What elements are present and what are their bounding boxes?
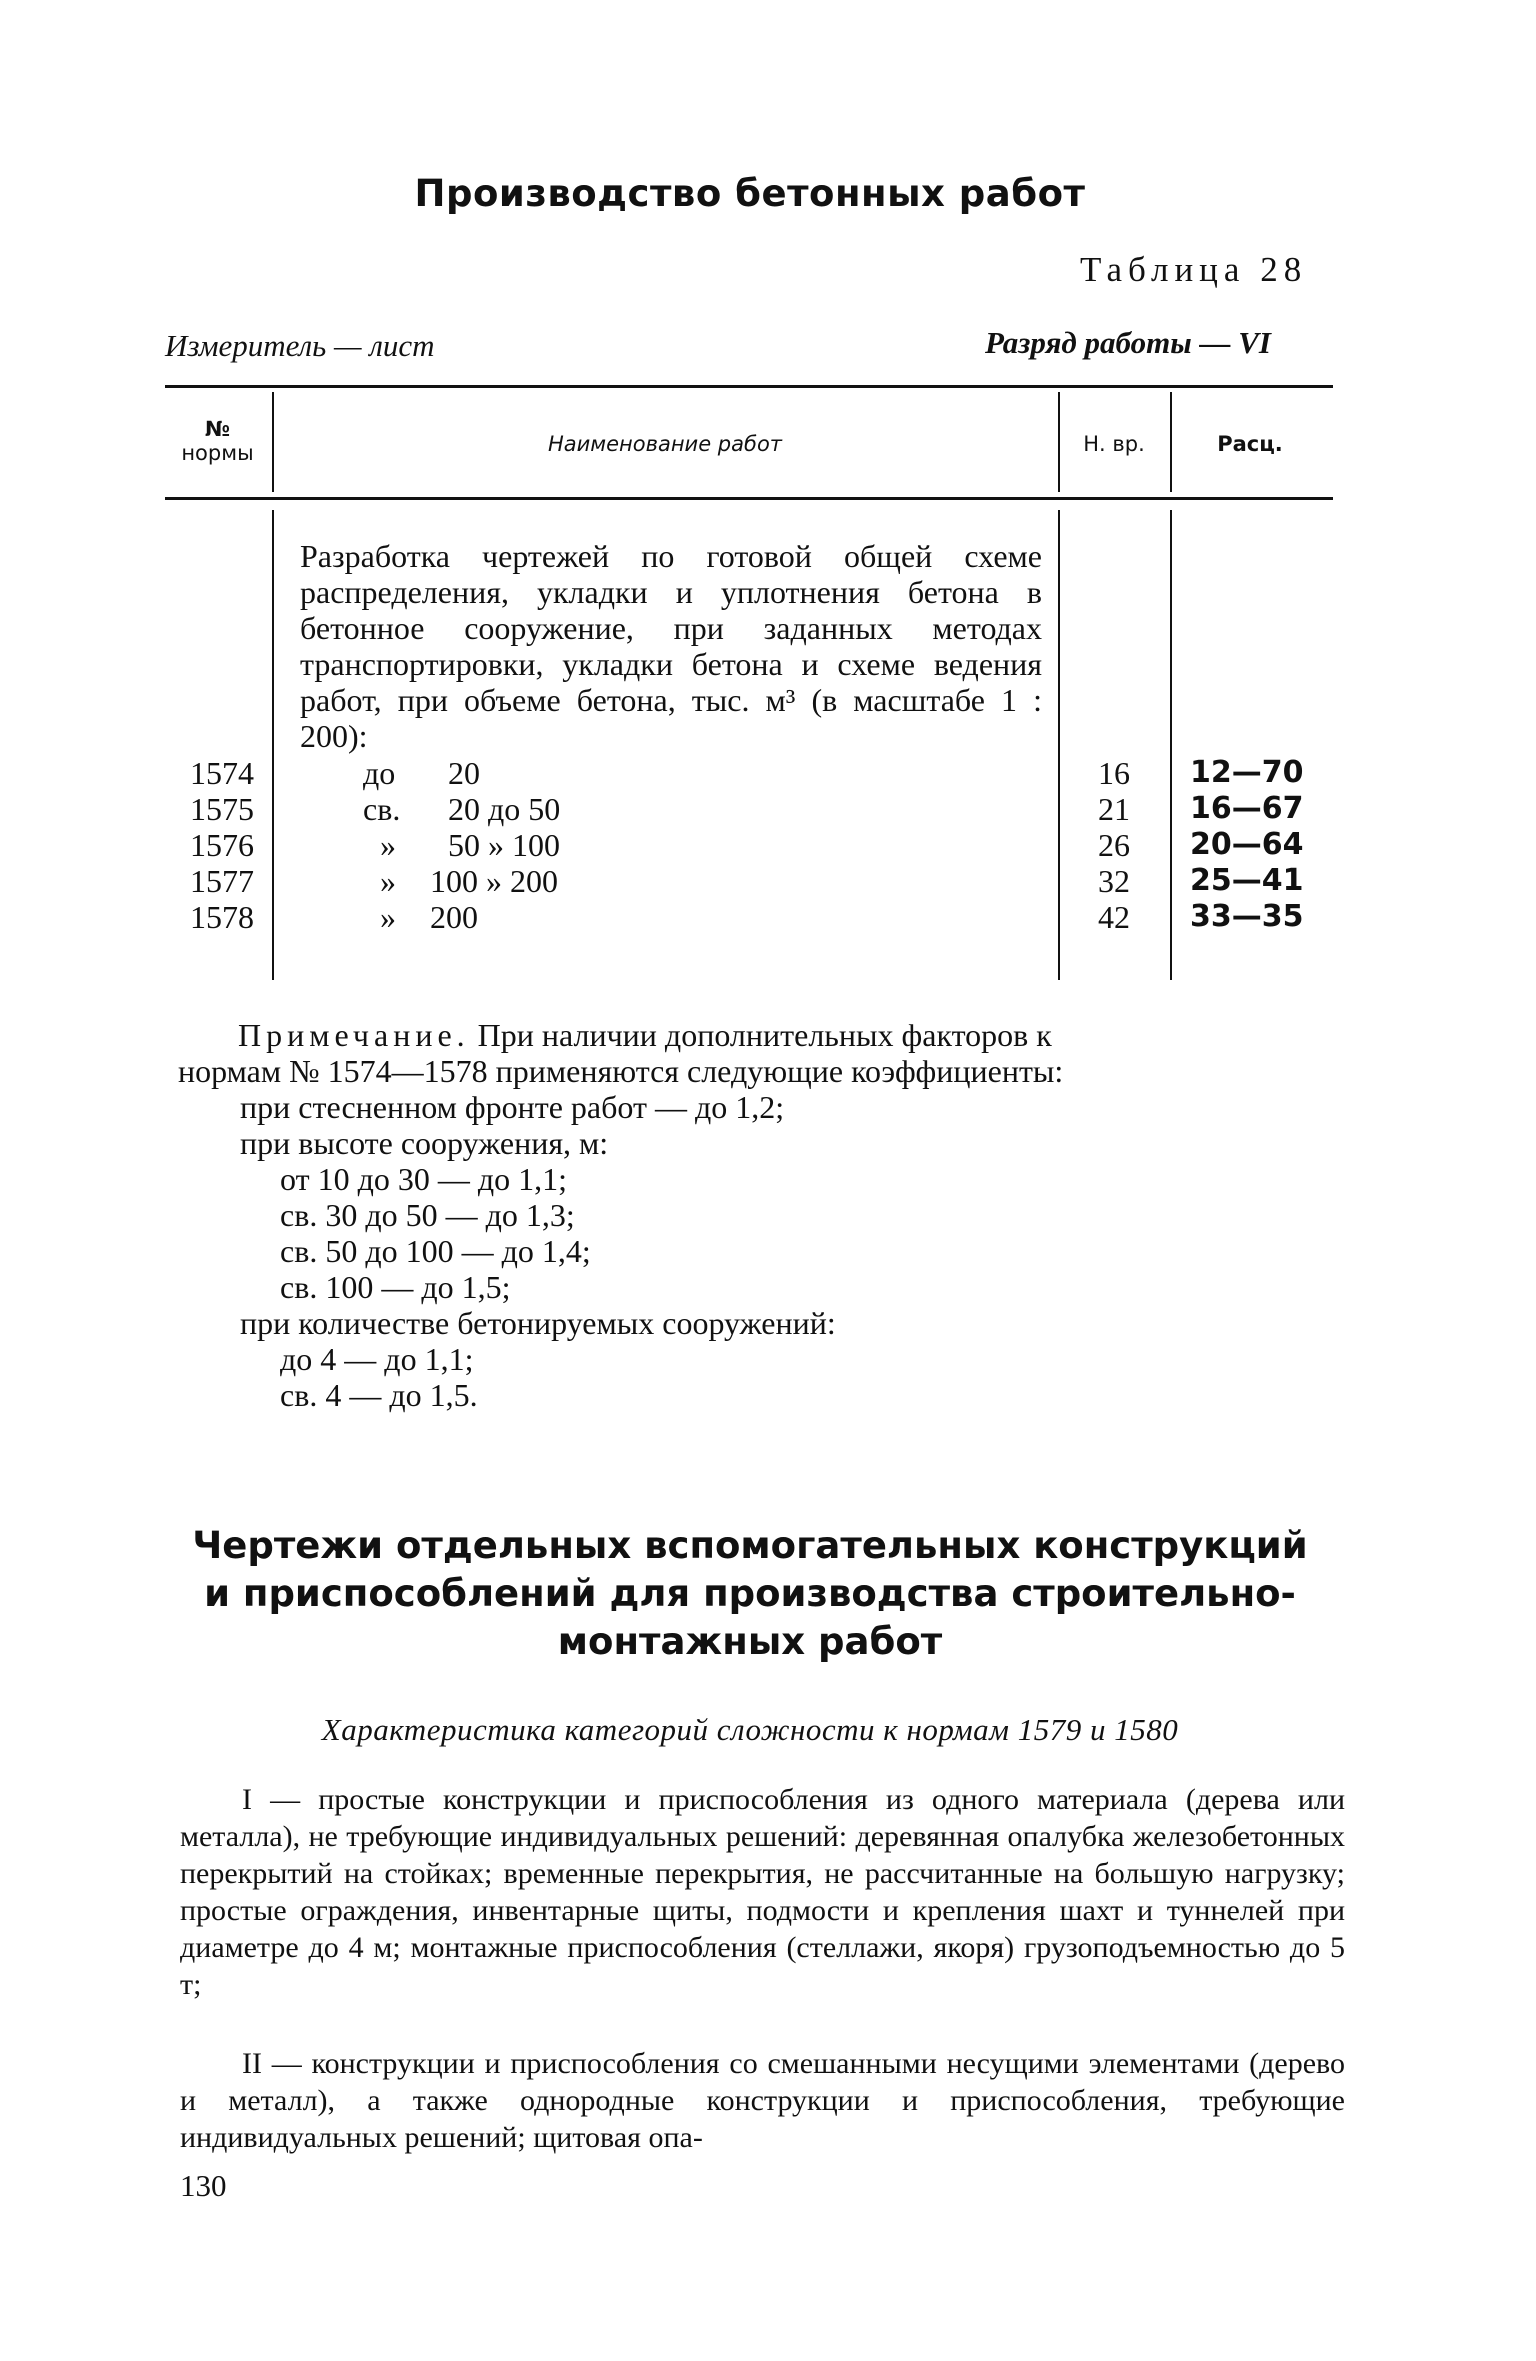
header-norm-number <box>165 417 270 465</box>
rate: 33—35 <box>1190 899 1304 934</box>
table-label: Таблица 28 <box>1080 250 1308 289</box>
header-work-name: Наименование работ <box>547 432 783 456</box>
page-number: 130 <box>180 2168 227 2203</box>
range-prefix: » <box>380 863 396 899</box>
norm-number: 1578 <box>190 899 254 935</box>
volume-range <box>300 863 740 899</box>
range-value: 50 » 100 <box>448 827 560 863</box>
norm-number: 1575 <box>190 791 254 827</box>
range-prefix: » <box>380 827 396 863</box>
norm-number: 1577 <box>190 863 254 899</box>
norm-number: 1576 <box>190 827 254 863</box>
category-2-paragraph: II — конструкции и приспособления со смешанными несущими элементами (дерево и металл), а также однородные конструкции и приспособления, требующие индивидуальных решений; щитовая опа- <box>180 2047 1345 2154</box>
note-subitem: св. 4 — до 1,5. <box>280 1377 478 1413</box>
volume-range <box>300 827 740 863</box>
header-norm-symbol: № <box>204 417 231 441</box>
range-prefix: » <box>380 899 396 935</box>
header-rate: Расц. <box>1217 432 1283 456</box>
range-value: 20 <box>448 755 480 791</box>
section-title: Производство бетонных работ <box>414 172 1086 215</box>
volume-range <box>300 791 740 827</box>
column-divider <box>272 510 274 980</box>
note-text: При наличии дополнительных факторов к <box>477 1017 1052 1053</box>
column-divider <box>1170 510 1172 980</box>
table-header-rule <box>165 497 1333 500</box>
range-value: 20 до 50 <box>448 791 561 827</box>
rate: 16—67 <box>1190 791 1304 826</box>
header-norm-label: нормы <box>181 441 254 465</box>
time-norm: 21 <box>1098 791 1130 827</box>
volume-range <box>300 755 740 791</box>
note-first-line <box>238 1017 1052 1053</box>
time-norm: 42 <box>1098 899 1130 935</box>
range-value: 200 <box>430 899 478 935</box>
time-norm: 16 <box>1098 755 1130 791</box>
rate: 25—41 <box>1190 863 1304 898</box>
range-value: 100 » 200 <box>430 863 558 899</box>
note-subitem: св. 100 — до 1,5; <box>280 1269 511 1305</box>
note-subitem: св. 50 до 100 — до 1,4; <box>280 1233 591 1269</box>
volume-range <box>300 899 740 935</box>
note-line: нормам № 1574—1578 применяются следующие коэффициенты: <box>178 1053 1064 1089</box>
note-item: при высоте сооружения, м: <box>240 1125 609 1161</box>
norm-number: 1574 <box>190 755 254 791</box>
measure-unit: Измеритель — лист <box>165 328 435 363</box>
time-norm: 32 <box>1098 863 1130 899</box>
note-subitem: до 4 — до 1,1; <box>280 1341 474 1377</box>
rate: 20—64 <box>1190 827 1304 862</box>
section-2-title: Чертежи отдельных вспомогательных конструкций и приспособлений для производства строительно-монтажных работ <box>192 1524 1308 1663</box>
header-time-norm: Н. вр. <box>1083 432 1145 456</box>
note-item: при количестве бетонируемых сооружений: <box>240 1305 836 1341</box>
note-subitem: от 10 до 30 — до 1,1; <box>280 1161 568 1197</box>
note-item: при стесненном фронте работ — до 1,2; <box>240 1089 785 1125</box>
rate: 12—70 <box>1190 755 1304 790</box>
time-norm: 26 <box>1098 827 1130 863</box>
range-prefix: до <box>363 755 396 791</box>
column-divider <box>272 392 274 492</box>
column-divider <box>1170 392 1172 492</box>
note-label: Примечание. <box>238 1017 470 1053</box>
note-subitem: св. 30 до 50 — до 1,3; <box>280 1197 575 1233</box>
category-1-paragraph: I — простые конструкции и приспособления из одного материала (дерева или металла), не требующие индивидуальных решений: деревянная опалубка железобетонных перекрытий на стойках; временные перекрытия, не рассчитанные на большую нагрузку; простые ограждения, инвентарные щиты, подмости и крепления шахт и туннелей при диаметре до 4 м; монтажные приспособления (стеллажи, якоря) грузоподъемностью до 5 т; <box>180 1783 1345 2001</box>
category-characteristics-title: Характеристика категорий сложности к нормам 1579 и 1580 <box>321 1712 1179 1747</box>
work-description: Разработка чертежей по готовой общей схеме распределения, укладки и уплотнения бетона в бетонное сооружение, при заданных методах транспортировки, укладки бетона и схеме ведения работ, при объеме бетона, тыс. м³ (в масштабе 1 : 200): <box>300 538 1042 754</box>
table-top-rule <box>165 385 1333 388</box>
range-prefix: св. <box>363 791 401 827</box>
work-grade: Разряд работы — VI <box>985 325 1271 360</box>
